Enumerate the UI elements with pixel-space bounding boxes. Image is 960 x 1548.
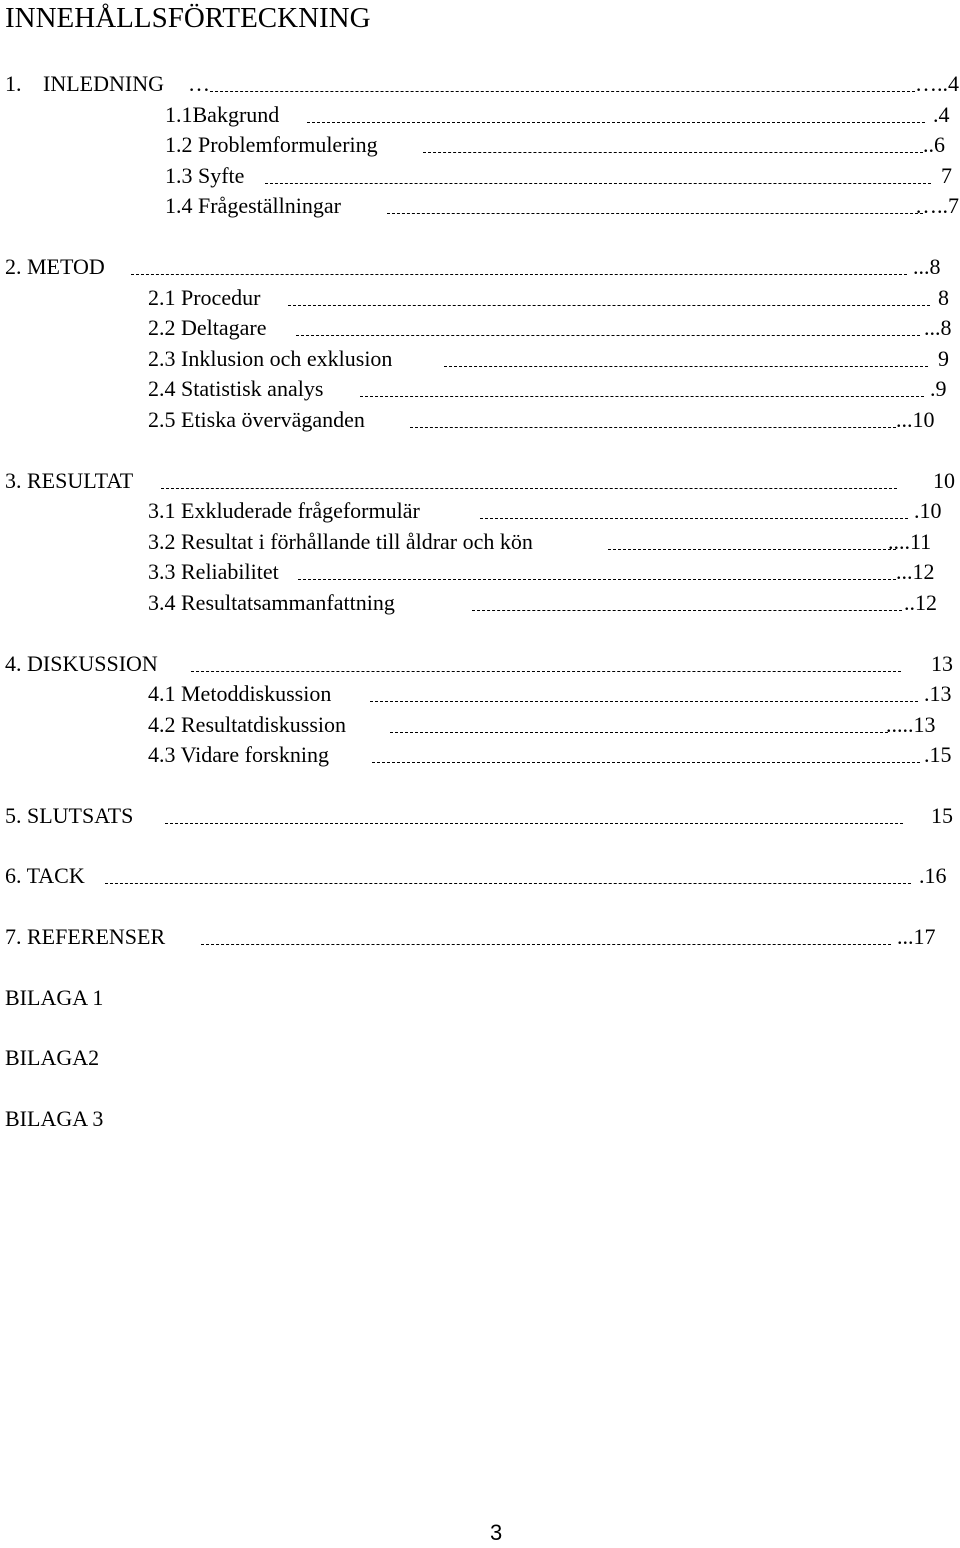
toc-entry-page: .13 [924,681,952,706]
toc-entry-page: 8 [938,285,949,310]
toc-entry-label: 2.5 Etiska överväganden [148,407,365,432]
toc-entry-bilaga-2 [5,1042,405,1074]
toc-entry-syfte [165,160,955,192]
toc-entry-bilaga-3 [5,1103,405,1135]
toc-entry-page: 15 [931,803,953,828]
toc-entry-metoddiskussion [148,678,955,710]
toc-entry-reliabilitet [148,556,955,588]
toc-entry-label: 1.3 Syfte [165,163,245,188]
toc-entry-resultatdiskussion [148,709,955,741]
toc-leader [423,152,923,153]
toc-entry-ellipsis: … [188,71,210,96]
toc-entry-number: 1. [5,71,22,96]
toc-leader [161,488,897,489]
toc-entry-label: BILAGA 3 [5,1106,104,1131]
toc-entry-page: .10 [914,498,942,523]
toc-entry-resultatsammanfattning [148,587,955,619]
toc-entry-label: 2.4 Statistisk analys [148,376,324,401]
toc-leader [298,579,896,580]
toc-entry-page: .15 [924,742,952,767]
toc-title: INNEHÅLLSFÖRTECKNING [5,2,371,34]
toc-entry-label: 1.4 Frågeställningar [165,193,341,218]
toc-leader [387,213,923,214]
toc-leader [444,366,928,367]
toc-leader [296,335,920,336]
toc-entry-statistisk-analys [148,373,955,405]
toc-leader [370,701,918,702]
toc-leader [288,305,930,306]
toc-leader [307,122,925,123]
toc-entry-label: 5. SLUTSATS [5,803,134,828]
toc-leader [472,610,902,611]
toc-entry-page: .4 [933,102,950,127]
toc-entry-label: 3. RESULTAT [5,468,134,493]
toc-entry-label: BILAGA 1 [5,985,104,1010]
toc-entry-page: .9 [930,376,947,401]
toc-leader [191,671,901,672]
toc-entry-referenser [5,921,955,953]
toc-entry-page: ...12 [896,559,935,584]
toc-entry-label: INLEDNING [43,71,164,96]
toc-leader [410,427,896,428]
toc-entry-label: 2.2 Deltagare [148,315,267,340]
toc-entry-page: ....11 [888,529,932,554]
toc-entry-label: 3.1 Exkluderade frågeformulär [148,498,420,523]
toc-leader [360,396,924,397]
toc-entry-page: 13 [931,651,953,676]
toc-entry-label: 2. METOD [5,254,105,279]
toc-entry-label: 4.2 Resultatdiskussion [148,712,347,737]
toc-entry-label: BILAGA2 [5,1045,100,1070]
toc-entry-diskussion [5,648,955,680]
toc-entry-vidare-forskning [148,739,955,771]
toc-leader [201,944,891,945]
toc-entry-fragestallningar [165,190,959,222]
toc-entry-label: 7. REFERENSER [5,924,166,949]
toc-entry-label: 4. DISKUSSION [5,651,158,676]
toc-leader [131,274,907,275]
toc-entry-label: 2.3 Inklusion och exklusion [148,346,393,371]
toc-entry-page: ...8 [913,254,941,279]
toc-entry-page: 9 [938,346,949,371]
toc-leader [608,549,896,550]
toc-entry-label: 6. TACK [5,863,85,888]
toc-entry-page: .....13 [886,712,936,737]
toc-entry-label: 1.2 Problemformulering [165,132,378,157]
toc-entry-etiska [148,404,955,436]
toc-entry-label: 4.1 Metoddiskussion [148,681,332,706]
toc-leader [165,823,903,824]
toc-entry-metod [5,251,955,283]
toc-entry-page: .16 [919,863,947,888]
toc-entry-resultat-aldrar [148,526,955,558]
toc-leader [210,91,915,92]
toc-entry-page: ...8 [924,315,952,340]
toc-entry-procedur [148,282,955,314]
toc-entry-page: ...10 [896,407,935,432]
toc-entry-page: ...17 [897,924,936,949]
toc-entry-bakgrund [165,99,955,131]
toc-entry-label: 3.2 Resultat i förhållande till åldrar och kön [148,529,533,554]
toc-entry-page: 10 [933,468,955,493]
toc-entry-exkluderade [148,495,955,527]
toc-entry-page: ..12 [904,590,937,615]
toc-leader [105,883,911,884]
toc-entry-page: …..4 [915,71,959,96]
toc-entry-label: 1.1Bakgrund [165,102,280,127]
toc-entry-page: 7 [941,163,952,188]
page-number: 3 [490,1520,503,1545]
toc-entry-slutsats [5,800,955,832]
toc-entry-label: 4.3 Vidare forskning [148,742,329,767]
toc-entry-resultat [5,465,955,497]
toc-entry-label: 3.3 Reliabilitet [148,559,279,584]
toc-entry-page: …..7 [915,193,959,218]
toc-entry-bilaga-1 [5,982,405,1014]
toc-leader [390,732,888,733]
toc-entry-label: 2.1 Procedur [148,285,261,310]
toc-entry-inledning [5,68,959,100]
toc-entry-page: ..6 [923,132,945,157]
toc-entry-deltagare [148,312,955,344]
toc-entry-label: 3.4 Resultatsammanfattning [148,590,395,615]
toc-entry-problemformulering [165,129,955,161]
toc-leader [372,762,920,763]
toc-leader [480,518,908,519]
toc-entry-tack [5,860,955,892]
toc-leader [265,183,931,184]
toc-entry-inklusion [148,343,955,375]
